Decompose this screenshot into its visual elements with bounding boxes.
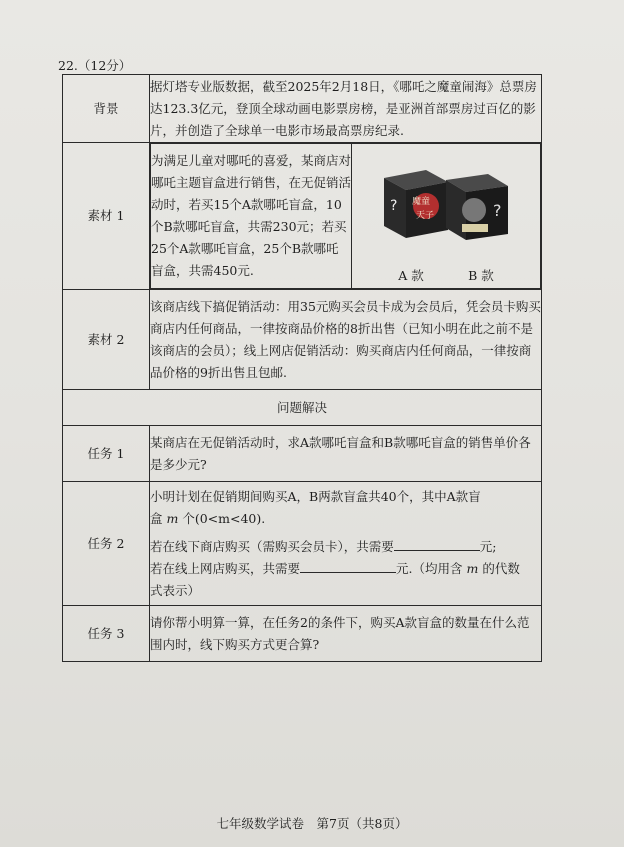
offline-cost-blank[interactable]	[394, 536, 480, 551]
blind-box-pair-image	[376, 148, 516, 260]
material2-label: 素材 2	[63, 290, 150, 390]
task2-line3: 若在线下商店购买（需购买会员卡），共需要 元;	[150, 536, 541, 558]
task2-line4: 若在线上网店购买，共需要 元.（均用含 m 的代数	[150, 558, 541, 580]
background-label: 背景	[63, 75, 150, 143]
box-b-image	[446, 174, 508, 240]
section-header-row	[63, 390, 542, 426]
svg-text:天子: 天子	[416, 210, 435, 221]
page-footer: 七年级数学试卷 第7页（共8页）	[216, 816, 408, 831]
question-number: 22.（12分）	[58, 58, 132, 73]
svg-text:?: ?	[390, 197, 398, 214]
task2-row	[63, 482, 542, 606]
blind-box-illustration	[352, 144, 541, 289]
task1-row	[63, 426, 542, 482]
task3-row	[63, 606, 542, 662]
online-cost-blank[interactable]	[300, 558, 396, 573]
box-b-label: B 款	[468, 267, 494, 283]
section-title: 问题解决	[63, 390, 542, 426]
problem-table	[62, 74, 542, 662]
material1-label: 素材 1	[63, 143, 150, 290]
material2-row	[63, 290, 542, 390]
box-a-label: A 款	[398, 267, 424, 283]
background-row	[63, 75, 542, 143]
material2-text: 该商店线下搞促销活动：用35元购买会员卡成为会员后，凭会员卡购买商店内任何商品，一律按商品价格的8折出售（已知小明在此之前不是该商店的会员）；线上网店促销活动：购买商店内任何商品，一律按商品价格的9折出售且包邮.	[150, 290, 542, 390]
task1-label: 任务 1	[63, 426, 150, 482]
task2-line5: 式表示）	[150, 582, 201, 598]
task2-line1: 小明计划在促销期间购买A，B两款盲盒共40个，其中A款盲	[150, 488, 481, 504]
box-a-image	[384, 170, 448, 238]
svg-text:?: ?	[493, 200, 502, 220]
svg-text:魔童: 魔童	[412, 196, 431, 207]
task1-text: 某商店在无促销活动时，求A款哪吒盲盒和B款哪吒盲盒的销售单价各是多少元?	[150, 426, 542, 482]
task3-text: 请你帮小明算一算，在任务2的条件下，购买A款盲盒的数量在什么范围内时，线下购买方式更合算?	[150, 606, 542, 662]
task2-line2: 盒 m 个(0<m<40).	[150, 510, 266, 526]
background-text: 据灯塔专业版数据，截至2025年2月18日，《哪吒之魔童闹海》总票房达123.3亿元，登顶全球动画电影票房榜，是亚洲首部票房过百亿的影片，并创造了全球单一电影市场最高票房纪录.	[150, 75, 542, 143]
task2-label: 任务 2	[63, 482, 150, 606]
material1-text: 为满足儿童对哪吒的喜爱，某商店对哪吒主题盲盒进行销售，在无促销活动时，若买15个A款哪吒盲盒，10个B款哪吒盲盒，共需230元；若买25个A款哪吒盲盒，25个B款哪吒盲盒，共需450元.	[151, 144, 352, 289]
task2-content	[150, 482, 542, 606]
task3-label: 任务 3	[63, 606, 150, 662]
material1-row	[63, 143, 542, 290]
